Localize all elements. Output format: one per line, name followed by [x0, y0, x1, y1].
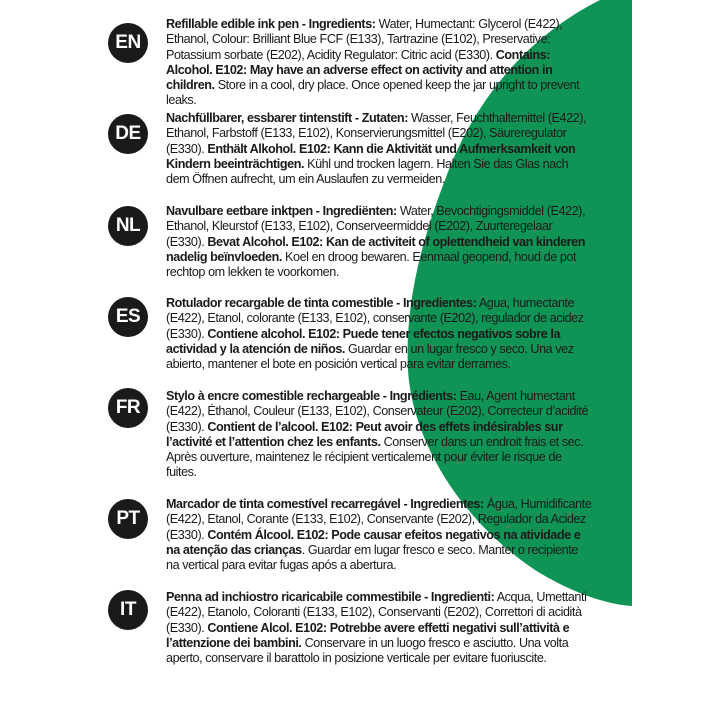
storage-text-en: Store in a cool, dry place. Once opened keep the jar upright to prevent leaks.	[166, 77, 580, 108]
storage-text-it: Conservare in un luogo fresco e asciutto. Una volta aperto, conservare il barattolo in posizione verticale per evitare fuoriuscite.	[166, 634, 569, 666]
language-badge-en: EN	[108, 23, 148, 63]
section-text-pt	[166, 496, 592, 572]
warning-text-pt: Contém Álcool. E102: Pode causar efeitos negativos na atividade e na atenção das crianças	[166, 526, 581, 557]
section-text-it	[166, 589, 592, 665]
warning-text-fr: Contient de l’alcool. E102: Peut avoir des effets indésirables sur l’activité et l’attention chez les enfants.	[166, 418, 563, 449]
section-text-en	[166, 16, 592, 108]
language-badge-nl: NL	[108, 206, 148, 246]
section-text-es	[166, 295, 592, 371]
product-title-pt: Marcador de tinta comestível recarregável - Ingredientes:	[166, 496, 484, 511]
language-badge-pt: PT	[108, 499, 148, 539]
warning-text-de: Enthält Alkohol. E102: Kann die Aktivität und Aufmerksamkeit von Kindern beeinträchtigen.	[166, 140, 576, 171]
section-text-de	[166, 110, 592, 186]
warning-text-es: Contiene alcohol. E102: Puede tener efectos negativos sobre la actividad y la atención de niños.	[166, 325, 561, 356]
product-title-de: Nachfüllbarer, essbarer tintenstift - Zutaten:	[166, 110, 408, 125]
section-text-fr	[166, 388, 592, 480]
ingredients-text-es: Agua, humectante (E422), Etanol, colorante (E133, E102), conservante (E202), regulador de acidez (E330).	[166, 295, 584, 341]
language-badge-it: IT	[108, 590, 148, 630]
ingredients-text-de: Wasser, Feuchthaltemittel (E422), Ethanol, Farbstoff (E133, E102), Konservierungsmittel (E202), Säureregulator (E330).	[166, 110, 587, 156]
ingredients-text-fr: Eau, Agent humectant (E422), Éthanol, Couleur (E133, E102), Conservateur (E202), Correcteur d’acidité (E330).	[166, 388, 589, 434]
ingredients-text-pt: Água, Humidificante (E422), Etanol, Corante (E133, E102), Conservante (E202), Regulador da Acidez (E330).	[166, 496, 592, 542]
product-title-it: Penna ad inchiostro ricaricabile commestibile - Ingredienti:	[166, 589, 495, 604]
ingredients-text-nl: Water, Bevochtigingsmiddel (E422), Ethanol, Kleurstof (E133, E102), Conserveermiddel (E202), Zuurteregelaar (E330).	[166, 203, 586, 249]
storage-text-fr: Conserver dans un endroit frais et sec. Après ouverture, maintenez le récipient verticalement pour éviter le risque de fuites.	[166, 433, 584, 480]
product-title-en: Refillable edible ink pen - Ingredients:	[166, 16, 376, 31]
section-text-nl	[166, 203, 592, 279]
ingredients-text-en: Water, Humectant: Glycerol (E422), Ethanol, Colour: Brilliant Blue FCF (E133), Tartrazine (E102), Preservative: Potassium sorbate (E202), Acidity Regulator: Citric acid (E330).	[166, 16, 563, 62]
ingredients-text-it: Acqua, Umettanti (E422), Etanolo, Coloranti (E133, E102), Conservanti (E202), Correttori di acidità (E330).	[166, 589, 587, 635]
product-title-nl: Navulbare eetbare inktpen - Ingrediënten:	[166, 203, 397, 218]
product-title-fr: Stylo à encre comestible rechargeable - Ingrédients:	[166, 388, 457, 403]
storage-text-es: Guardar en un lugar fresco y seco. Una vez abierto, mantener el bote en posición vertical para evitar derrames.	[166, 340, 574, 372]
product-title-es: Rotulador recargable de tinta comestible - Ingredientes:	[166, 295, 477, 310]
warning-text-nl: Bevat Alcohol. E102: Kan de activiteit of oplettendheid van kinderen nadelig beïnvloeden.	[166, 233, 585, 264]
storage-text-nl: Koel en droog bewaren. Eenmaal geopend, houd de pot rechtop om lekken te voorkomen.	[166, 248, 577, 280]
language-badge-fr: FR	[108, 388, 148, 428]
storage-text-de: Kühl und trocken lagern. Halten Sie das Glas nach dem Öffnen aufrecht, um ein Auslaufen zu vermeiden.	[166, 155, 569, 187]
warning-text-en: Contains: Alcohol. E102: May have an adverse effect on activity and attention in children.	[166, 46, 553, 93]
language-badge-de: DE	[108, 114, 148, 154]
storage-text-pt: . Guardar em lugar fresco e seco. Manter o recipiente na vertical para evitar fugas após a abertura.	[166, 541, 578, 573]
warning-text-it: Contiene Alcol. E102: Potrebbe avere effetti negativi sull’attività e l’attenzione dei bambini.	[166, 619, 570, 650]
language-badge-es: ES	[108, 297, 148, 337]
